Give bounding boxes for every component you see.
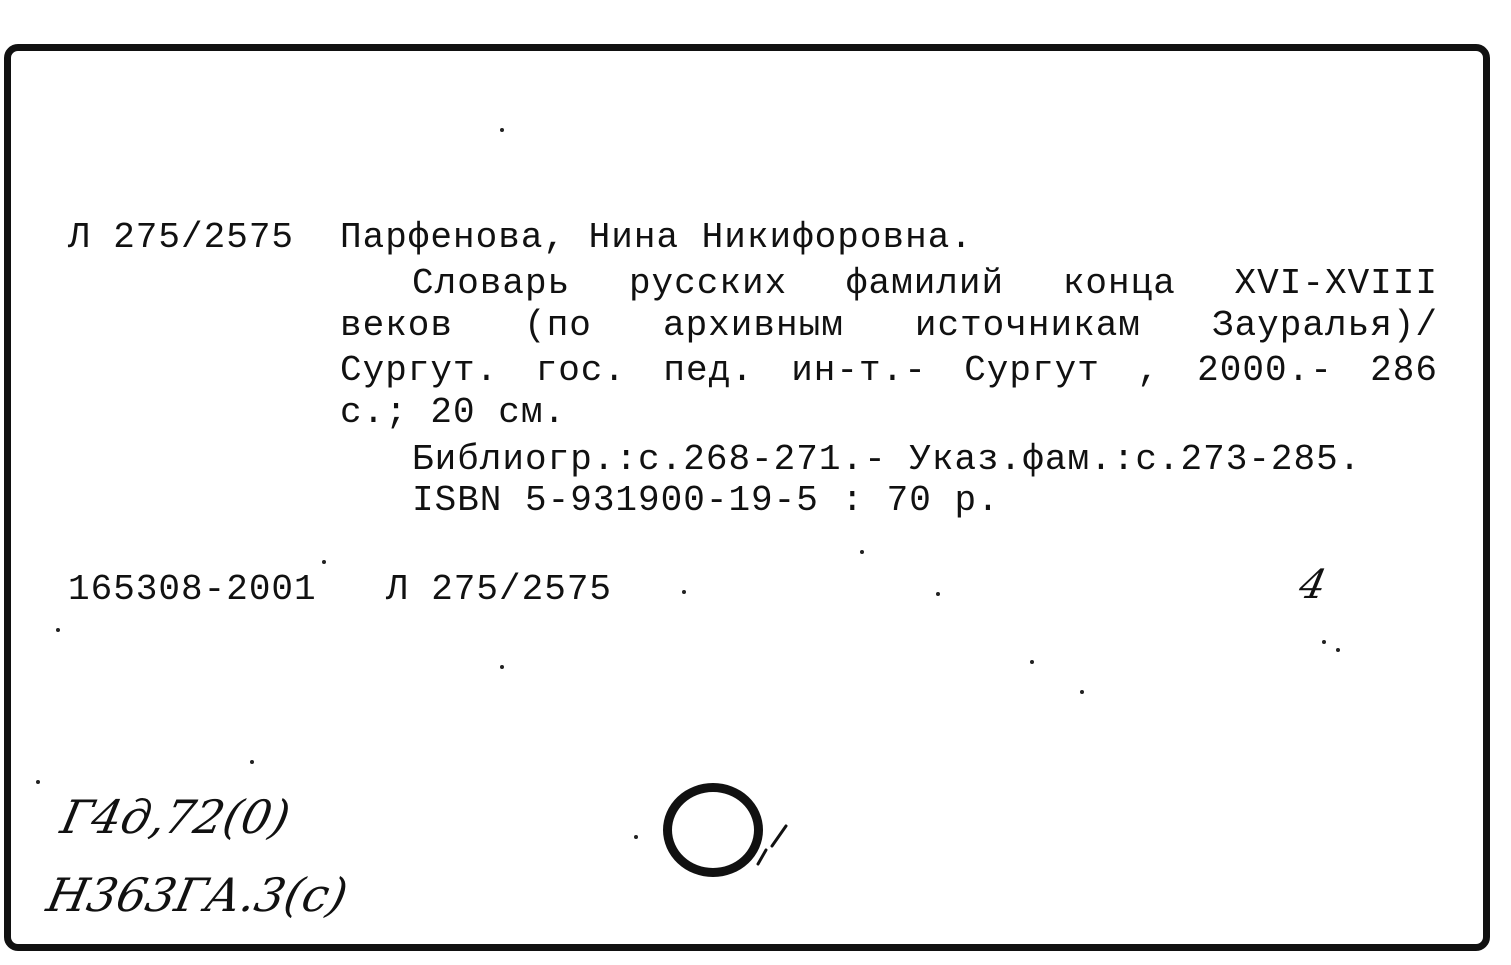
dust-speck xyxy=(1030,660,1034,664)
call-number: Л 275/2575 xyxy=(68,217,295,258)
title-line-3: Сургут. гос. пед. ин-т.- Сургут , 2000.- 286 xyxy=(340,350,1438,391)
dust-speck xyxy=(322,560,326,564)
author-name: Парфенова, Нина Никифоровна. xyxy=(340,217,973,258)
dust-speck xyxy=(1080,690,1084,694)
dust-speck xyxy=(1322,640,1326,644)
title-line-2: веков (по архивным источникам Зауралья)/ xyxy=(340,305,1438,346)
dust-speck xyxy=(936,592,940,596)
isbn-note: ISBN 5-931900-19-5 : 70 р. xyxy=(412,480,1000,521)
inventory-call-number: Л 275/2575 xyxy=(386,569,613,610)
dust-speck xyxy=(500,665,504,669)
pen-tick-mark xyxy=(752,820,790,870)
inventory-number: 165308-2001 xyxy=(68,569,317,610)
dust-speck xyxy=(56,628,60,632)
dust-speck xyxy=(634,835,638,839)
dust-speck xyxy=(1336,648,1340,652)
title-line-4: с.; 20 см. xyxy=(340,392,567,433)
punch-hole xyxy=(663,783,763,877)
handwritten-corner-mark: 4 xyxy=(1295,562,1331,608)
handwritten-classification-2: Н363ГА.3(с) xyxy=(42,868,353,922)
dust-speck xyxy=(250,760,254,764)
dust-speck xyxy=(36,780,40,784)
dust-speck xyxy=(682,590,686,594)
title-line-1: Словарь русских фамилий конца XVI-XVIII xyxy=(412,263,1438,304)
dust-speck xyxy=(860,550,864,554)
dust-speck xyxy=(500,128,504,132)
handwritten-classification-1: Г4д,72(0) xyxy=(56,790,295,844)
bibliography-note: Библиогр.:с.268-271.- Указ.фам.:с.273-285. xyxy=(412,439,1362,480)
